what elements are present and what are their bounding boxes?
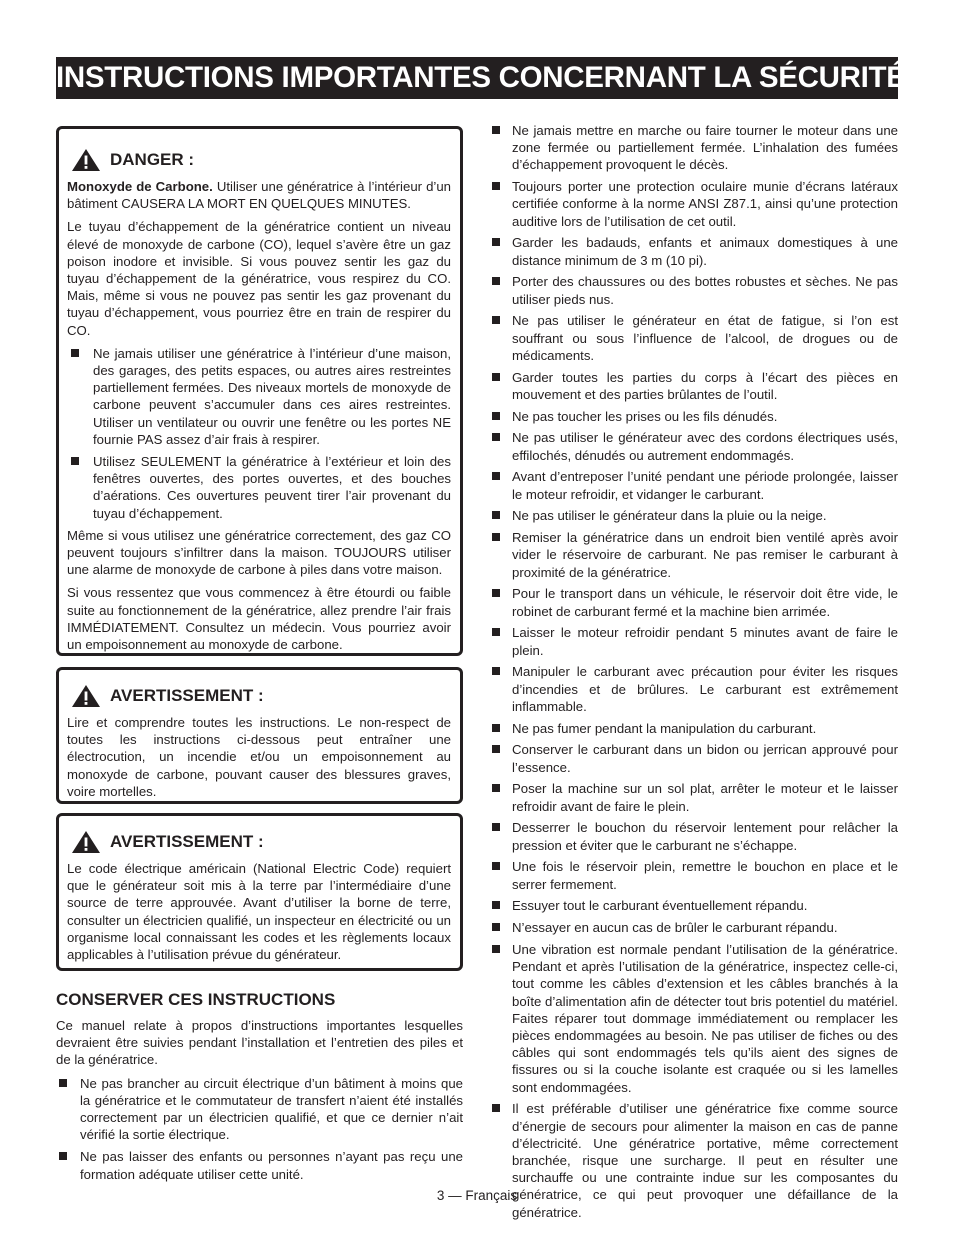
- list-item: Ne jamais utiliser une génératrice à l’intérieur d’une maison, des garages, des petits espaces, ou autres aires restreintes partiellement fermées. Des niveaux mortels de monoxyde de carbone peuvent s’accumuler dans ces aires restreintes. Utiliser un ventilateur ou ouvrir une fenêtre ou les portes NE fournie PAS assez d’air frais à respirer.: [67, 345, 451, 448]
- page-title: INSTRUCTIONS IMPORTANTES CONCERNANT LA SÉCURITÉ: [56, 57, 898, 99]
- bullet-square-icon: [59, 1079, 67, 1087]
- warning-box-1: [56, 667, 463, 804]
- bullet-square-icon: [492, 667, 500, 675]
- list-item: N’essayer en aucun cas de brûler le carburant répandu.: [492, 919, 898, 936]
- list-item: Ne pas brancher au circuit électrique d’un bâtiment à moins que la génératrice et le commutateur de transfert n’aient été installés correctement par un électricien qualifié, et que ce dernier n’ait vérifié la sortie électrique.: [56, 1075, 463, 1144]
- list-item: Une vibration est normale pendant l’utilisation de la génératrice. Pendant et après l’utilisation de la génératrice, inspectez celle-ci, tout comme les câbles d’extension et les câbles branchés à la boîte d’alimentation afin de détecter tout bris potentiel du matériel. Faites réparer tout dommage immédiatement ou remplacer les pièces endommagées au besoin. Ne pas utiliser de fiches ou des câbles qui sont endommagés tels qu’ils aient des signes de fissures ou si la couche isolante est craquée ou si les lamelles sont endommagées.: [492, 941, 898, 1096]
- list-item: Poser la machine sur un sol plat, arrêter le moteur et le laisser refroidir avant de faire le plein.: [492, 780, 898, 814]
- bullet-square-icon: [492, 589, 500, 597]
- danger-box: [56, 126, 463, 656]
- warning-1-text: Lire et comprendre toutes les instructions. Le non-respect de toutes les instructions ci-dessous peut entraîner une électrocution, un incendie et/ou un empoisonnement au monoxyde de carbone, pouvant causer des blessures graves, voire mortelles.: [67, 715, 451, 799]
- list-item: Toujours porter une protection oculaire munie d’écrans latéraux certifiée conforme à la norme ANSI Z87.1, ainsi qu’une protection auditive lors de l’utilisation de cet outil.: [492, 178, 898, 230]
- bullet-square-icon: [492, 412, 500, 420]
- list-item: Ne pas utiliser le générateur dans la pluie ou la neige.: [492, 507, 898, 524]
- bullet-square-icon: [71, 457, 79, 465]
- list-item: Essuyer tout le carburant éventuellement répandu.: [492, 897, 898, 914]
- bullet-square-icon: [492, 823, 500, 831]
- page-footer: [0, 1187, 954, 1205]
- bullet-square-icon: [492, 862, 500, 870]
- bullet-square-icon: [492, 628, 500, 636]
- danger-header: [67, 147, 451, 173]
- footer-separator: —: [448, 1188, 462, 1203]
- danger-paragraph-1: [67, 178, 451, 212]
- warning-2-heading: AVERTISSEMENT :: [110, 832, 264, 851]
- list-item: Ne pas utiliser le générateur avec des cordons électriques usés, effilochés, dénudés ou autrement endommagés.: [492, 429, 898, 463]
- list-item: Laisser le moteur refroidir pendant 5 minutes avant de faire le plein.: [492, 624, 898, 658]
- bullet-square-icon: [492, 511, 500, 519]
- list-item: Pour le transport dans un véhicule, le réservoir doit être vide, le robinet de carburant fermé et la machine bien arrimée.: [492, 585, 898, 619]
- danger-bullet-list: [67, 345, 451, 522]
- conserver-heading: CONSERVER CES INSTRUCTIONS: [56, 990, 336, 1009]
- bullet-square-icon: [71, 349, 79, 357]
- bullet-square-icon: [492, 126, 500, 134]
- bullet-square-icon: [492, 1104, 500, 1112]
- danger-bold-lead: Monoxyde de Carbone.: [67, 179, 213, 194]
- warning-box-2: [56, 813, 463, 971]
- bullet-square-icon: [492, 316, 500, 324]
- bullet-square-icon: [492, 724, 500, 732]
- list-item: Utilisez SEULEMENT la génératrice à l’extérieur et loin des fenêtres ouvertes, des portes ouvertes, et des bouches d’aérations. Ces ouvertures peuvent tirer l’air provenant du tuyau d’échappement.: [67, 453, 451, 522]
- list-item: Ne pas utiliser le générateur en état de fatigue, si l’on est souffrant ou sous l’influence de l’alcool, de drogues ou de médicaments.: [492, 312, 898, 364]
- bullet-square-icon: [492, 533, 500, 541]
- left-column: [56, 126, 463, 1188]
- warning-2-header: [67, 829, 451, 855]
- list-item: Ne jamais mettre en marche ou faire tourner le moteur dans une zone fermée ou partiellement fermée. L’inhalation des fumées d’échappement provoquent le décès.: [492, 122, 898, 174]
- warning-triangle-icon: [71, 830, 101, 854]
- danger-heading: DANGER :: [110, 150, 195, 169]
- danger-paragraph-3: Même si vous utilisez une génératrice correctement, des gaz CO peuvent toujours s’infiltrer dans la maison. TOUJOURS utiliser une alarme de monoxyde de carbone à piles dans votre maison.: [67, 527, 451, 578]
- conserver-bullet-list: [56, 1075, 463, 1183]
- bullet-square-icon: [59, 1152, 67, 1160]
- bullet-square-icon: [492, 277, 500, 285]
- list-item: Remiser la génératrice dans un endroit bien ventilé après avoir vider le réservoire de carburant. Ne pas remiser le carburant à proximité de la génératrice.: [492, 529, 898, 581]
- list-item: Conserver le carburant dans un bidon ou jerrican approuvé pour l’essence.: [492, 741, 898, 775]
- list-item: Garder toutes les parties du corps à l’écart des pièces en mouvement et des parties brûlantes de l’outil.: [492, 369, 898, 403]
- list-item: Garder les badauds, enfants et animaux domestiques à une distance minimum de 3 m (10 pi).: [492, 234, 898, 268]
- warning-triangle-icon: [71, 148, 101, 172]
- bullet-square-icon: [492, 784, 500, 792]
- bullet-square-icon: [492, 433, 500, 441]
- bullet-square-icon: [492, 238, 500, 246]
- list-item: Manipuler le carburant avec précaution pour éviter les risques d’incendies et de brûlures. Le carburant est extrêmement inflammable.: [492, 663, 898, 715]
- safety-bullet-list: [492, 122, 898, 1221]
- bullet-square-icon: [492, 182, 500, 190]
- danger-lead-text: Utiliser une génératrice à l’intérieur d’un bâtiment CAUSERA LA MORT EN QUELQUES MINUTES.: [67, 179, 451, 212]
- page-number: 3: [436, 1188, 445, 1203]
- footer-language: Français: [465, 1188, 518, 1203]
- list-item: Ne pas toucher les prises ou les fils dénudés.: [492, 408, 898, 425]
- bullet-square-icon: [492, 745, 500, 753]
- right-column: [492, 122, 898, 1225]
- list-item: Avant d’entreposer l’unité pendant une période prolongée, laisser le moteur refroidir, et vidanger le carburant.: [492, 468, 898, 502]
- warning-1-header: [67, 683, 451, 709]
- bullet-square-icon: [492, 901, 500, 909]
- list-item: Ne pas fumer pendant la manipulation du carburant.: [492, 720, 898, 737]
- bullet-square-icon: [492, 472, 500, 480]
- danger-paragraph-4: Si vous ressentez que vous commencez à être étourdi ou faible suite au fonctionnement de la génératrice, allez prendre l’air frais IMMÉDIATEMENT. Consultez un médecin. Vous pourriez avoir un empoisonnement au monoxyde de carbone.: [67, 585, 451, 653]
- list-item: Desserrer le bouchon du réservoir lentement pour relâcher la pression et éviter que le carburant ne s’échappe.: [492, 819, 898, 853]
- danger-paragraph-2: Le tuyau d’échappement de la génératrice contient un niveau élevé de monoxyde de carbone (CO), lequel s’avère être un gaz poison inodore et invisible. Si vous pouvez sentir les gaz du tuyau d’échappement de la génératrice, vous respirez du CO. Mais, même si vous ne pouvez pas sentir les gaz provenant du tuyau d’échappement, vous pourriez être en train de respirer du CO.: [67, 219, 451, 338]
- list-item: Ne pas laisser des enfants ou personnes n’ayant pas reçu une formation adéquate utiliser cette unité.: [56, 1148, 463, 1182]
- warning-2-text: Le code électrique américain (National Electric Code) requiert que le générateur soit mis à la terre par l’intermédiaire d’une source de terre approuvée. Avant d’utiliser la borne de terre, consulter un électricien qualifié, un inspecteur en électricité ou un organisme local connaissant les codes et les règlements locaux applicables à l’utilisation prévue du générateur.: [67, 861, 451, 963]
- list-item: Il est préférable d’utiliser une génératrice fixe comme source d’énergie de secours pour alimenter la maison en cas de panne d’électricité. Une génératrice portative, même correctement branchée, risque une surcharge. Il peut en résulter une surchauffe ou une contrainte indue sur les composantes du génératrice, ce qui peut provoquer une défaillance de la génératrice.: [492, 1100, 898, 1220]
- bullet-square-icon: [492, 923, 500, 931]
- warning-1-heading: AVERTISSEMENT :: [110, 686, 264, 705]
- conserver-intro: Ce manuel relate à propos d’instructions importantes lesquelles devraient être suivies pendant l’installation et l’entretien des piles et de la génératrice.: [56, 1018, 463, 1068]
- bullet-square-icon: [492, 373, 500, 381]
- bullet-square-icon: [492, 945, 500, 953]
- warning-triangle-icon: [71, 684, 101, 708]
- list-item: Porter des chaussures ou des bottes robustes et sèches. Ne pas utiliser pieds nus.: [492, 273, 898, 307]
- list-item: Une fois le réservoir plein, remettre le bouchon en place et le serrer fermement.: [492, 858, 898, 892]
